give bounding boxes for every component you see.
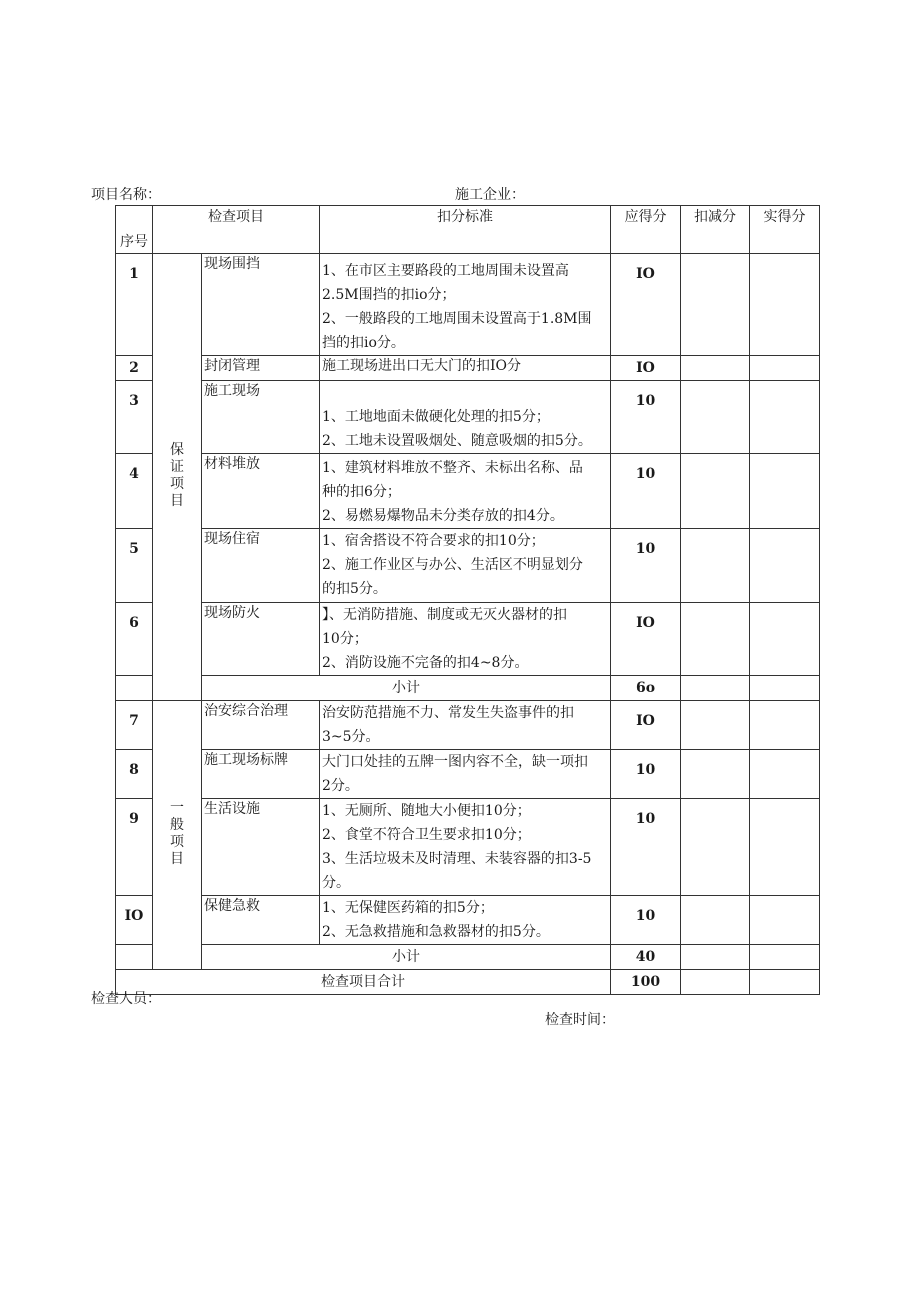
subtotal-actual-cell[interactable] <box>750 676 820 701</box>
table-row <box>116 254 820 356</box>
deducted-points-cell[interactable] <box>681 529 750 603</box>
actual-points-cell[interactable] <box>750 381 820 454</box>
deduction-criteria: 1、无厕所、随地大小便扣10分； 2、食堂不符合卫生要求扣10分； 3、生活垃圾未及时清理、未装容器的扣3-5 分。 <box>320 799 611 896</box>
header-actual-points: 实得分 <box>750 206 820 254</box>
construction-company-label: 施工企业： <box>455 187 525 203</box>
due-points: IO <box>611 603 681 676</box>
deducted-points-cell[interactable] <box>681 454 750 529</box>
total-row <box>116 970 820 995</box>
subtotal-row <box>116 945 820 970</box>
subtotal-due-points: 6o <box>611 676 681 701</box>
header-seq: 序号 <box>116 206 153 254</box>
deduction-criteria: 1、无保健医药箱的扣5分； 2、无急救措施和急救器材的扣5分。 <box>320 896 611 945</box>
actual-points-cell[interactable] <box>750 701 820 750</box>
table-row <box>116 896 820 945</box>
subtotal-due-points: 40 <box>611 945 681 970</box>
deduction-criteria: 大门口处挂的五牌一图内容不全，缺一项扣 2分。 <box>320 750 611 799</box>
item-name: 施工现场 <box>202 381 320 454</box>
row-number: 9 <box>116 799 153 896</box>
subtotal-deducted-cell[interactable] <box>681 676 750 701</box>
subtotal-label: 小计 <box>202 676 611 701</box>
row-number: 1 <box>116 254 153 356</box>
actual-points-cell[interactable] <box>750 529 820 603</box>
row-number: 4 <box>116 454 153 529</box>
deduction-criteria: 1、工地地面未做硬化处理的扣5分； 2、工地未设置吸烟处、随意吸烟的扣5分。 <box>320 381 611 454</box>
due-points: 10 <box>611 381 681 454</box>
header-deducted-points: 扣减分 <box>681 206 750 254</box>
deducted-points-cell[interactable] <box>681 799 750 896</box>
item-name: 现场防火 <box>202 603 320 676</box>
header-deduction-criteria: 扣分标准 <box>320 206 611 254</box>
table-row <box>116 603 820 676</box>
deducted-points-cell[interactable] <box>681 381 750 454</box>
subtotal-row <box>116 676 820 701</box>
row-number: 2 <box>116 356 153 381</box>
row-number: 6 <box>116 603 153 676</box>
row-number: 5 <box>116 529 153 603</box>
deduction-criteria: 1、在市区主要路段的工地周围未设置高 2.5M围挡的扣io分； 2、一般路段的工地周围未设置高于1.8M围 挡的扣io分。 <box>320 254 611 356</box>
deducted-points-cell[interactable] <box>681 603 750 676</box>
item-name: 保健急救 <box>202 896 320 945</box>
deduction-criteria: 】、无消防措施、制度或无灭火器材的扣 10分； 2、消防设施不完备的扣4~8分。 <box>320 603 611 676</box>
deducted-points-cell[interactable] <box>681 750 750 799</box>
table-row <box>116 356 820 381</box>
subtotal-deducted-cell[interactable] <box>681 945 750 970</box>
total-due-points: 100 <box>611 970 681 995</box>
inspection-table <box>115 205 820 995</box>
due-points: IO <box>611 701 681 750</box>
empty-cell <box>116 945 153 970</box>
actual-points-cell[interactable] <box>750 254 820 356</box>
table-row <box>116 529 820 603</box>
table-row <box>116 701 820 750</box>
deducted-points-cell[interactable] <box>681 254 750 356</box>
total-deducted-cell[interactable] <box>681 970 750 995</box>
table-row <box>116 799 820 896</box>
subtotal-label: 小计 <box>202 945 611 970</box>
table-row <box>116 454 820 529</box>
total-label: 检查项目合计 <box>116 970 611 995</box>
total-actual-cell[interactable] <box>750 970 820 995</box>
deduction-criteria: 1、建筑材料堆放不整齐、未标出名称、品 种的扣6分； 2、易燃易爆物品未分类存放的扣4分。 <box>320 454 611 529</box>
deducted-points-cell[interactable] <box>681 701 750 750</box>
actual-points-cell[interactable] <box>750 750 820 799</box>
row-number: 7 <box>116 701 153 750</box>
table-row <box>116 750 820 799</box>
actual-points-cell[interactable] <box>750 896 820 945</box>
item-name: 现场围挡 <box>202 254 320 356</box>
due-points: 10 <box>611 454 681 529</box>
due-points: IO <box>611 254 681 356</box>
deduction-criteria: 1、宿舍搭设不符合要求的扣10分； 2、施工作业区与办公、生活区不明显划分 的扣5分。 <box>320 529 611 603</box>
deducted-points-cell[interactable] <box>681 356 750 381</box>
item-name: 现场住宿 <box>202 529 320 603</box>
actual-points-cell[interactable] <box>750 356 820 381</box>
row-number: IO <box>116 896 153 945</box>
actual-points-cell[interactable] <box>750 603 820 676</box>
deducted-points-cell[interactable] <box>681 896 750 945</box>
category-guarantee-items: 保证项目 <box>153 254 202 701</box>
due-points: 10 <box>611 750 681 799</box>
row-number: 3 <box>116 381 153 454</box>
inspector-label: 检查人员： <box>91 991 161 1007</box>
header-due-points: 应得分 <box>611 206 681 254</box>
item-name: 治安综合治理 <box>202 701 320 750</box>
due-points: 10 <box>611 896 681 945</box>
category-general-items: 一般项目 <box>153 701 202 970</box>
item-name: 施工现场标牌 <box>202 750 320 799</box>
item-name: 封闭管理 <box>202 356 320 381</box>
deduction-criteria: 施工现场进出口无大门的扣IO分 <box>320 356 611 381</box>
actual-points-cell[interactable] <box>750 454 820 529</box>
item-name: 生活设施 <box>202 799 320 896</box>
due-points: 10 <box>611 799 681 896</box>
project-name-label: 项目名称： <box>91 187 161 203</box>
actual-points-cell[interactable] <box>750 799 820 896</box>
deduction-criteria: 治安防范措施不力、常发生失盗事件的扣 3~5分。 <box>320 701 611 750</box>
due-points: 10 <box>611 529 681 603</box>
item-name: 材料堆放 <box>202 454 320 529</box>
row-number: 8 <box>116 750 153 799</box>
header-inspection-item: 检查项目 <box>153 206 320 254</box>
empty-cell <box>116 676 153 701</box>
due-points: IO <box>611 356 681 381</box>
table-row <box>116 381 820 454</box>
inspection-time-label: 检查时间： <box>545 1012 615 1028</box>
subtotal-actual-cell[interactable] <box>750 945 820 970</box>
